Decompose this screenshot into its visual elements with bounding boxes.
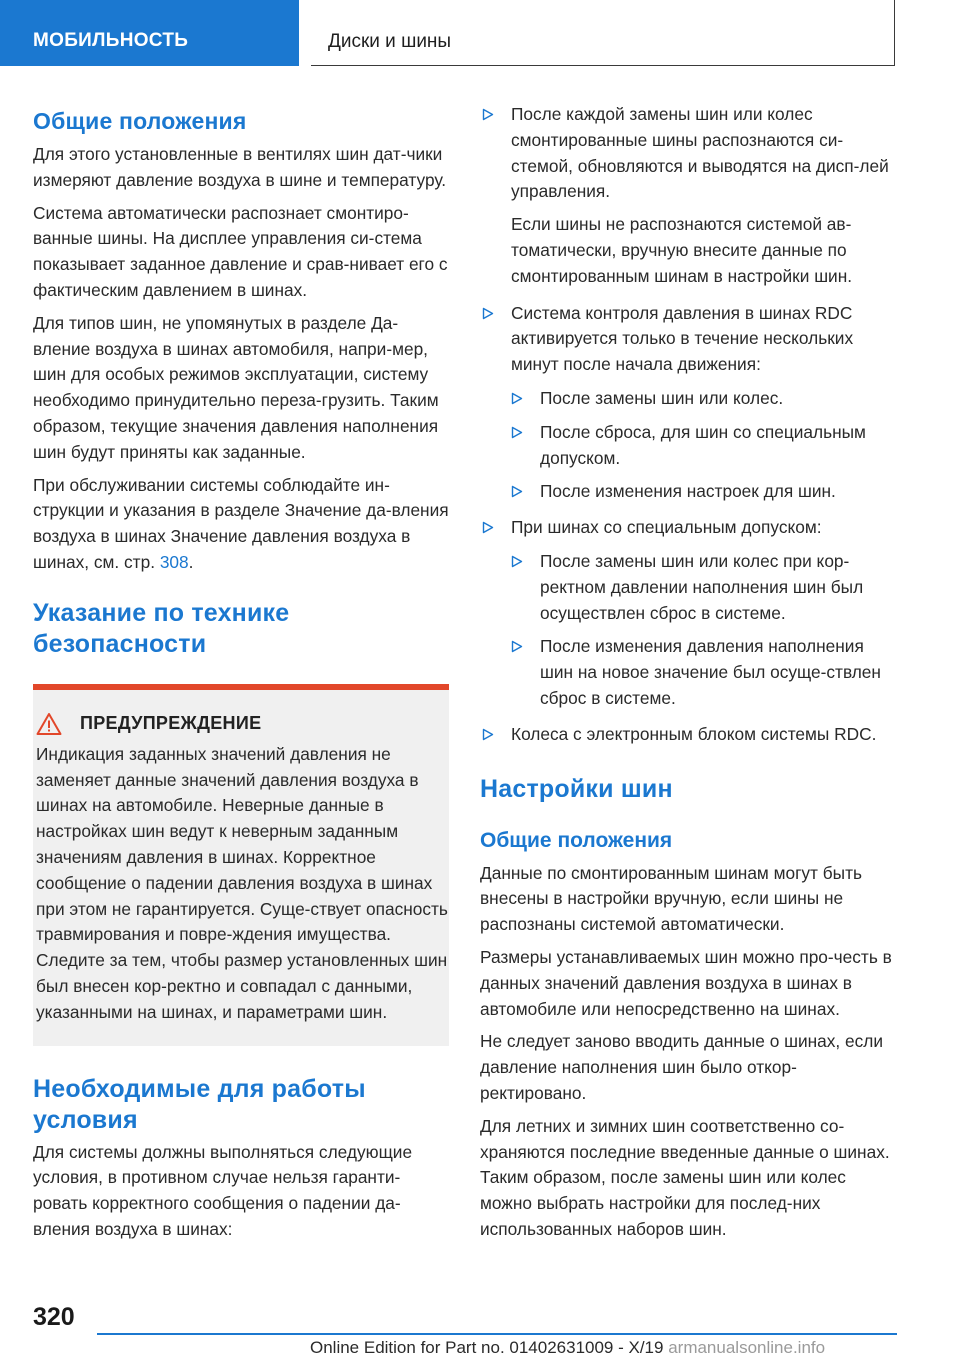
sub-list-item-text: После сброса, для шин со специальным допуском.: [540, 421, 866, 468]
list-item-text: При шинах со специальным допуском:: [511, 517, 822, 538]
tire-settings-paragraph-3: Не следует заново вводить данные о шинах, если давление наполнения шин было откор-ректировано.: [480, 1031, 884, 1103]
list-item: [480, 722, 900, 748]
heading-safety: Указание по технике безопасности: [33, 598, 290, 658]
right-column: [480, 102, 900, 1243]
tire-settings-paragraph-4: Для летних и зимних шин соответственно со-храняются последние введенные данные о шинах. Таким образом, после замены шин или колес можно выбрать настройки для послед-них использованных наборов шин.: [480, 1115, 890, 1239]
triangle-bullet-icon: [482, 108, 494, 121]
list-item-text: После каждой замены шин или колес смонтированные шины распознаются си-стемой, обновляются и выводятся на дисп-лей управления.: [511, 104, 889, 202]
tire-settings-paragraph-1: Данные по смонтированным шинам могут быть внесены в настройки вручную, если шины не распознаны системой автоматически.: [480, 862, 863, 935]
warning-triangle-icon: [36, 712, 62, 736]
list-item: [480, 102, 900, 290]
heading-conditions: Необходимые для работы условия: [33, 1074, 366, 1134]
list-item: [480, 301, 900, 378]
triangle-bullet-icon: [511, 426, 523, 439]
watermark-text: armanualsonline.info: [668, 1338, 826, 1357]
edition-text: Online Edition for Part no. 01402631009 - X/19: [310, 1338, 664, 1357]
list-item-text: Колеса с электронным блоком системы RDC.: [511, 723, 877, 744]
chapter-title-box: [311, 0, 895, 66]
sub-list-item: [509, 420, 900, 472]
heading-tire-settings: Настройки шин: [480, 774, 673, 803]
general-paragraph-1: Для этого установленные в вентилях шин дат-чики измеряют давление воздуха в шине и температуру.: [33, 144, 447, 190]
list-item-extra: Если шины не распознаются системой ав-томатически, вручную внесите данные по смонтированным шинам в настройки шин.: [511, 214, 853, 286]
subheading-general: Общие положения: [480, 828, 673, 852]
footer-rule: [97, 1333, 897, 1335]
heading-general: Общие положения: [33, 108, 247, 134]
triangle-bullet-icon: [511, 485, 523, 498]
page-reference-link[interactable]: 308: [159, 551, 189, 572]
footer-edition: [310, 1338, 900, 1358]
general-paragraph-4-end: .: [188, 551, 194, 572]
conditions-paragraph: Для системы должны выполняться следующие условия, в противном случае нельзя гаранти-ровать корректного сообщения о падении да-вления воздуха в шинах:: [33, 1141, 413, 1239]
triangle-bullet-icon: [482, 521, 494, 534]
warning-box: [33, 684, 449, 1046]
triangle-bullet-icon: [511, 392, 523, 405]
warning-header: [33, 710, 449, 738]
sub-list-item: [509, 634, 900, 711]
list-item-text: Система контроля давления в шинах RDC активируется только в течение нескольких минут после начала движения:: [511, 302, 854, 375]
page-header: [0, 0, 960, 66]
triangle-bullet-icon: [482, 728, 494, 741]
sub-list-item: [509, 479, 900, 505]
sub-list-item-text: После замены шин или колес при кор-ректном давлении наполнения шин был осуществлен сброс в системе.: [540, 550, 864, 623]
triangle-bullet-icon: [511, 555, 523, 568]
sub-list-item-text: После изменения давления наполнения шин на новое значение был осуще-ствлен сброс в системе.: [540, 636, 881, 708]
tire-settings-paragraph-2: Размеры устанавливаемых шин можно про-честь в данных значений давления воздуха в шинах в автомобиле или непосредственно на шинах.: [480, 946, 892, 1019]
left-column: [33, 102, 449, 1243]
general-paragraph-4: [33, 473, 449, 576]
sub-list-item-text: После замены шин или колес.: [540, 387, 784, 408]
section-tab: МОБИЛЬНОСТЬ: [0, 0, 299, 66]
page-number: 320: [33, 1303, 75, 1331]
warning-text: Индикация заданных значений давления не заменяет данные значений давления воздуха в шинах на автомобиле. Неверные данные в настройках шин ведут к неверным заданным значениям давления в шинах. Корректное сообщение о падении давления воздуха в шинах при этом не гарантируется. Суще-ствует опасность травмирования и повре-ждения имущества. Следите за тем, чтобы размер установленных шин был внесен кор-ректно и совпадал с данными, указанными на шинах, и параметрами шин.: [36, 743, 448, 1022]
warning-title: ПРЕДУПРЕЖДЕНИЕ: [80, 713, 262, 734]
general-paragraph-3: Для типов шин, не упомянутых в разделе Да-вление воздуха в шинах автомобиля, напри-мер, шин для особых режимов эксплуатации, систему необходимо принудительно переза-грузить. Таким образом, текущие значения давления наполнения шин будут приняты как заданные.: [33, 312, 439, 462]
triangle-bullet-icon: [511, 640, 523, 653]
list-item: [480, 515, 900, 541]
sub-list-item-text: После изменения настроек для шин.: [540, 481, 836, 502]
general-paragraph-2: Система автоматически распознает смонтиро-ванные шины. На дисплее управления си-стема показывает заданное давление и срав-нивает его с фактическим давлением в шинах.: [33, 202, 448, 300]
general-paragraph-4-text: При обслуживании системы соблюдайте ин-струкции и указания в разделе Значение да-вления воздуха в шинах Значение давления воздуха в шинах, см. стр.: [33, 474, 449, 572]
sub-list-item: [509, 386, 900, 412]
sub-list-item: [509, 549, 900, 626]
triangle-bullet-icon: [482, 307, 494, 320]
chapter-title: Диски и шины: [328, 31, 452, 52]
